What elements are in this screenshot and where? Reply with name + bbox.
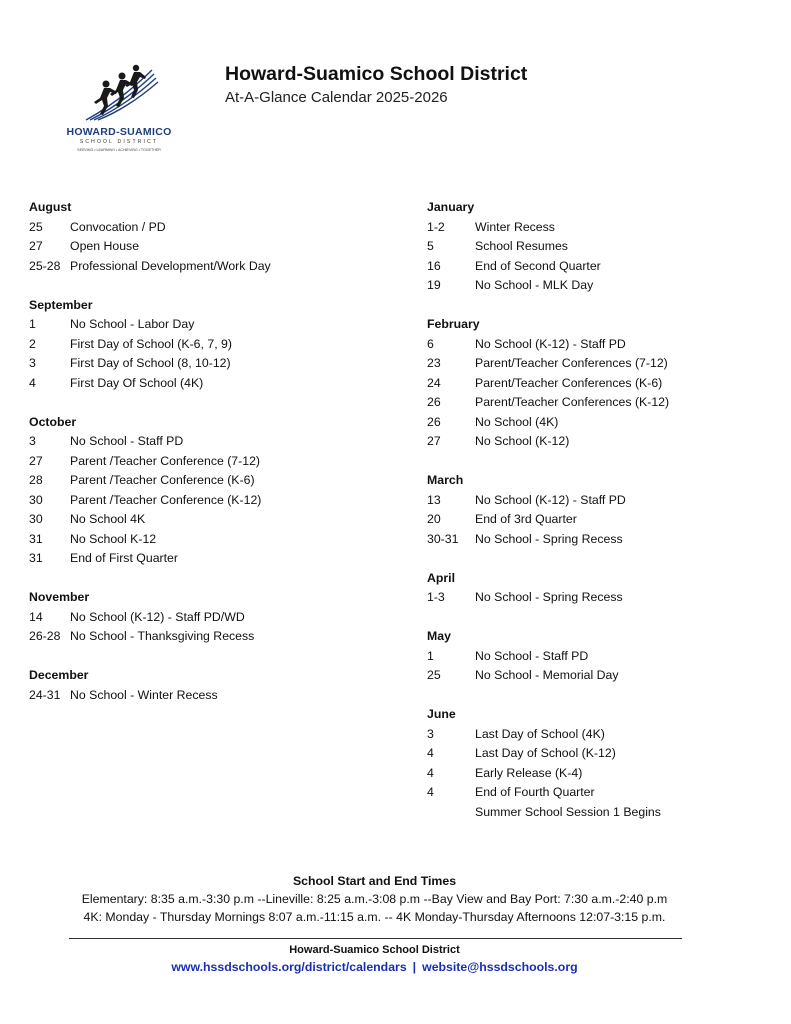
event-date: 31 — [29, 531, 43, 546]
calendar-event — [427, 374, 767, 394]
event-description: No School (K-12) - Staff PD/WD — [70, 609, 245, 624]
event-description: Winter Recess — [475, 219, 555, 234]
event-description: First Day of School (K-6, 7, 9) — [70, 336, 232, 351]
event-date: 1-2 — [427, 219, 445, 234]
event-description: School Resumes — [475, 239, 568, 253]
event-date: 26-28 — [29, 629, 61, 643]
calendar-event — [29, 686, 389, 706]
calendar-event — [427, 530, 767, 550]
footer-district-name: Howard-Suamico School District — [289, 944, 460, 956]
month-may — [427, 627, 767, 686]
event-description: End of First Quarter — [70, 551, 178, 565]
event-description: No School (K-12) - Staff PD — [475, 336, 626, 351]
event-date: 4 — [29, 375, 36, 390]
calendar-event — [427, 666, 767, 686]
left-column — [29, 198, 389, 725]
event-description: No School 4K — [70, 512, 146, 526]
school-times — [0, 872, 749, 926]
times-heading: School Start and End Times — [292, 874, 457, 888]
times-line-2: 4K: Monday - Thursday Mornings 8:07 a.m.-11:15 a.m. -- 4K Monday-Thursday Afternoons 12:07-3:15 p.m. — [83, 910, 666, 924]
month-heading: February — [427, 317, 480, 331]
event-date: 30 — [29, 492, 43, 507]
event-description: End of Second Quarter — [475, 258, 601, 273]
calendar-event — [427, 510, 767, 530]
calendar-event — [427, 783, 767, 803]
month-june — [427, 705, 767, 822]
calendar-event — [29, 471, 389, 491]
page-title: Howard-Suamico School District — [225, 63, 528, 85]
event-description: No School K-12 — [70, 531, 157, 546]
event-description: Parent/Teacher Conferences (7-12) — [475, 356, 668, 370]
calendar-event — [29, 627, 389, 647]
event-description: First Day Of School (4K) — [70, 375, 204, 390]
calendar-event — [427, 257, 767, 277]
footer-separator: | — [412, 960, 417, 974]
event-description: Last Day of School (K-12) — [475, 746, 616, 760]
event-description: Professional Development/Work Day — [70, 258, 271, 273]
month-september — [29, 296, 389, 394]
event-description: First Day of School (8, 10-12) — [70, 356, 231, 370]
event-date: 4 — [427, 765, 434, 780]
event-date: 27 — [427, 434, 441, 448]
event-description: No School - Memorial Day — [475, 668, 619, 682]
event-description: Parent/Teacher Conferences (K-6) — [475, 375, 663, 390]
event-date: 26 — [427, 395, 441, 409]
logo-tagline: SERVING • LEARNING • ACHIEVING • TOGETHER — [77, 148, 161, 152]
event-date: 24 — [427, 375, 441, 390]
event-description: Parent /Teacher Conference (K-12) — [70, 492, 262, 507]
event-date: 19 — [427, 278, 441, 292]
event-description: No School - MLK Day — [475, 278, 594, 292]
month-heading: November — [29, 590, 90, 604]
calendar-event — [29, 374, 389, 394]
event-date: 2 — [29, 336, 36, 351]
calendar-event — [29, 257, 389, 277]
calendar-event — [29, 491, 389, 511]
event-date: 3 — [29, 434, 36, 448]
calendar-event — [29, 452, 389, 472]
calendar-event — [427, 335, 767, 355]
event-description: No School - Winter Recess — [70, 687, 218, 702]
event-date: 1-3 — [427, 590, 445, 604]
month-august — [29, 198, 389, 276]
logo-subtitle: SCHOOL DISTRICT — [79, 139, 159, 145]
calendar-event — [29, 530, 389, 550]
event-date: 20 — [427, 512, 441, 526]
month-heading: August — [29, 200, 72, 214]
calendar-event — [427, 276, 767, 296]
right-column — [427, 198, 767, 842]
month-february — [427, 315, 767, 452]
event-description: Open House — [70, 239, 140, 253]
event-date: 14 — [29, 609, 43, 624]
event-date: 30-31 — [427, 531, 459, 546]
month-october — [29, 413, 389, 569]
calendar-event — [427, 432, 767, 452]
month-january — [427, 198, 767, 296]
event-description: Parent /Teacher Conference (7-12) — [70, 453, 261, 468]
event-description: Summer School Session 1 Begins — [475, 804, 661, 819]
event-description: Parent /Teacher Conference (K-6) — [70, 473, 255, 487]
event-date: 3 — [427, 726, 434, 741]
event-date: 16 — [427, 258, 441, 273]
event-description: No School - Staff PD — [475, 648, 589, 663]
calendar-event — [427, 354, 767, 374]
event-description: Convocation / PD — [70, 219, 166, 234]
calendar-event — [427, 725, 767, 745]
event-description: Last Day of School (4K) — [475, 726, 605, 741]
calendar-event — [427, 744, 767, 764]
event-date: 26 — [427, 414, 441, 429]
event-date: 4 — [427, 746, 434, 760]
event-description: End of 3rd Quarter — [475, 512, 577, 526]
calendar-event — [29, 315, 389, 335]
month-heading: December — [29, 668, 89, 682]
event-description: No School (K-12) — [475, 434, 570, 448]
calendar-event — [29, 335, 389, 355]
event-date: 30 — [29, 512, 43, 526]
running-figures-icon — [64, 62, 174, 124]
logo-name: HOWARD-SUAMICO — [66, 126, 172, 138]
event-date: 25 — [427, 668, 441, 682]
calendar-event — [427, 764, 767, 784]
event-date: 25-28 — [29, 258, 61, 273]
page-subtitle: At-A-Glance Calendar 2025-2026 — [225, 89, 448, 106]
calendar-event — [427, 803, 767, 823]
calendar-event — [427, 237, 767, 257]
times-line-1: Elementary: 8:35 a.m.-3:30 p.m --Lineville: 8:25 a.m.-3:08 p.m --Bay View and Bay Port: 7:30 a.m.-2:40 p.m — [81, 892, 668, 906]
calendar-event — [427, 218, 767, 238]
footer-links — [0, 960, 749, 974]
event-description: Early Release (K-4) — [475, 765, 583, 780]
event-description: No School - Staff PD — [70, 434, 184, 448]
event-date: 23 — [427, 356, 441, 370]
event-description: No School - Spring Recess — [475, 590, 623, 604]
month-heading: April — [427, 570, 456, 585]
month-heading: June — [427, 707, 456, 721]
event-description: No School - Thanksgiving Recess — [70, 629, 255, 643]
event-date: 28 — [29, 473, 43, 487]
month-december — [29, 666, 389, 705]
month-heading: May — [427, 629, 451, 643]
calendar-event — [29, 218, 389, 238]
month-heading: September — [29, 297, 93, 312]
email-link[interactable]: website@hssdschools.org — [422, 960, 578, 974]
event-date: 27 — [29, 453, 43, 468]
event-date: 25 — [29, 219, 43, 234]
event-date: 31 — [29, 551, 43, 565]
calendar-event — [427, 491, 767, 511]
calendar-event — [29, 432, 389, 452]
event-date: 5 — [427, 239, 434, 253]
month-april — [427, 569, 767, 608]
calendar-event — [29, 237, 389, 257]
calendar-event — [427, 413, 767, 433]
event-description: No School - Spring Recess — [475, 531, 623, 546]
event-date: 4 — [427, 785, 434, 799]
month-heading: January — [427, 200, 475, 214]
calendar-event — [427, 588, 767, 608]
event-date: 13 — [427, 492, 441, 507]
month-march — [427, 471, 767, 549]
event-date: 24-31 — [29, 687, 61, 702]
event-date: 3 — [29, 356, 36, 370]
calendar-event — [29, 354, 389, 374]
event-description: End of Fourth Quarter — [475, 785, 595, 799]
footer-divider — [69, 938, 682, 939]
event-date — [427, 803, 475, 823]
district-logo — [64, 62, 184, 158]
month-november — [29, 588, 389, 647]
event-date: 6 — [427, 336, 434, 351]
month-heading: October — [29, 414, 77, 429]
event-description: No School (K-12) - Staff PD — [475, 492, 626, 507]
event-date: 1 — [29, 317, 36, 331]
calendar-event — [29, 608, 389, 628]
calendars-link[interactable]: www.hssdschools.org/district/calendars — [171, 960, 407, 974]
calendar-event — [427, 647, 767, 667]
calendar-event — [427, 393, 767, 413]
event-date: 27 — [29, 239, 43, 253]
month-heading: March — [427, 473, 464, 487]
event-description: Parent/Teacher Conferences (K-12) — [475, 395, 670, 409]
event-date: 1 — [427, 648, 434, 663]
calendar-event — [29, 510, 389, 530]
event-description: No School (4K) — [475, 414, 559, 429]
calendar-event — [29, 549, 389, 569]
event-description: No School - Labor Day — [70, 317, 195, 331]
